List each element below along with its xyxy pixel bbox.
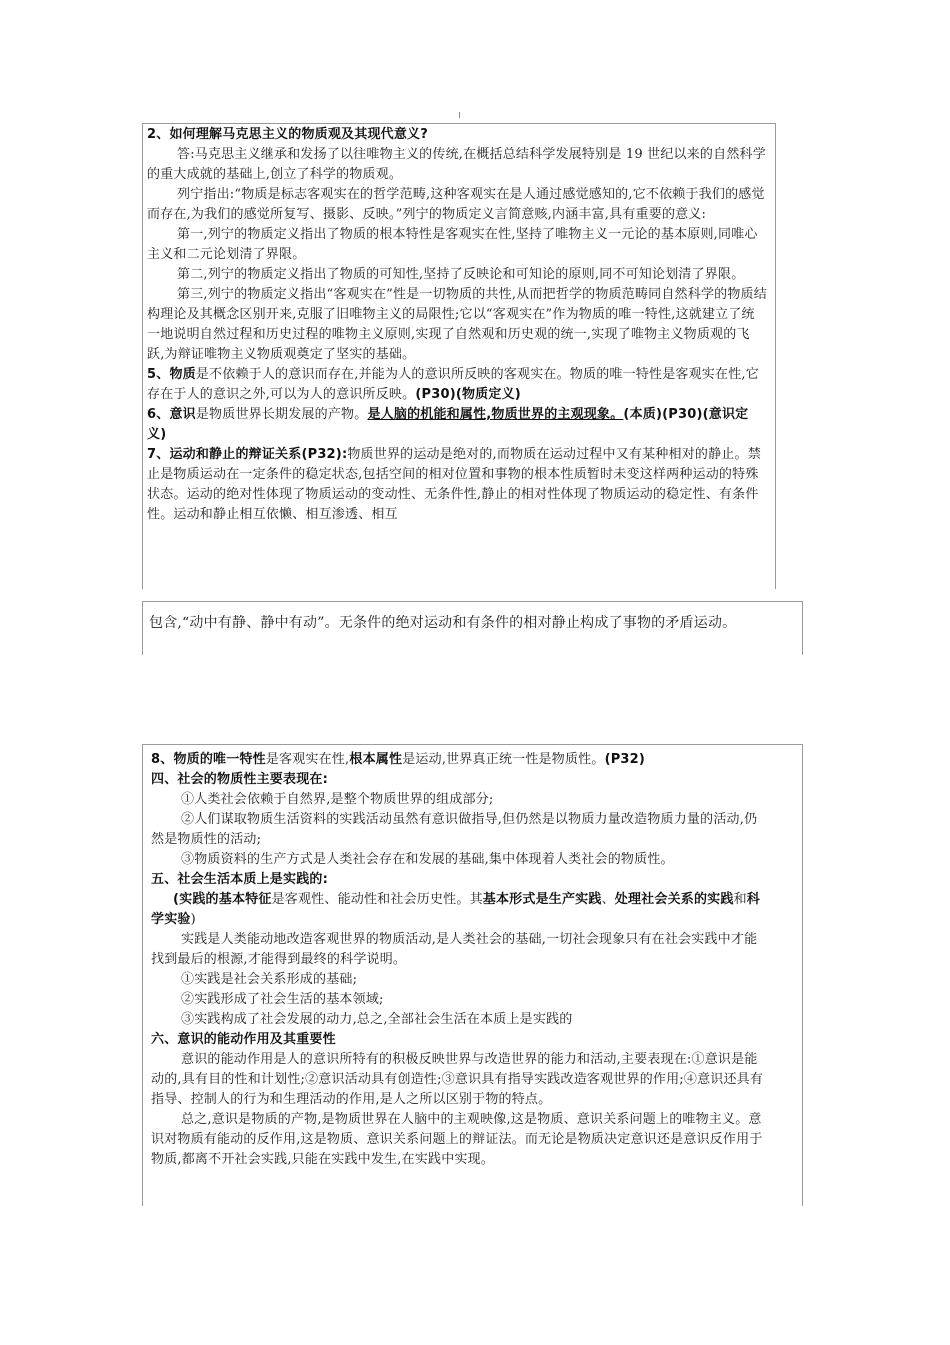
section-6-paragraph-2: 总之,意识是物质的产物,是物质世界在人脑中的主观映像,这是物质、意识关系问题上的唯物主义。意识对物质有能动的反作用,这是物质、意识关系问题上的辩证法。而无论是物质决定意识还是意识反作用于物质,都离不开社会实践,只能在实践中发生,在实践中实现。 [151,1112,763,1167]
lenin-definition: 列宁指出:“物质是标志客观实在的哲学范畴,这种客观实在是人通过感觉感知的,它不依赖于我们的感觉而存在,为我们的感觉所复写、摄影、反映。”列宁的物质定义言简意赅,内涵丰富,具有重要的意义: [147,187,765,222]
section-4-point-1: ①人类社会依赖于自然界,是整个物质世界的组成部分; [181,792,494,807]
item-7-label: 7、运动和静止的辩证关系(P32): [147,447,348,462]
s5-part-b: 基本特征 [218,892,272,907]
item-5-label: 5、物质 [147,367,196,382]
section-4-point-2: ②人们谋取物质生活资料的实践活动虽然有意识做指导,但仍然是以物质力量改造物质力量的活动,仍然是物质性的活动; [151,812,758,847]
section-6-title: 六、意识的能动作用及其重要性 [151,1032,336,1047]
section-6-paragraph-1: 意识的能动作用是人的意识所特有的积极反映世界与改造世界的能力和活动,主要表现在:①意识是能动的,具有目的性和计划性;②意识活动具有创造性;③意识具有指导实践改造客观世界的作用;④意识还具有指导、控制人的行为和生理活动的作用,是人之所以区别于物的特点。 [151,1052,764,1107]
section-5-practice-features [151,890,768,930]
s5-part-d: 基本形式是生产实践 [482,892,602,907]
content-block-2 [142,601,803,655]
item-7-text: 物质世界的运动是绝对的,而物质在运动过程中又有某种相对的静止。禁止是物质运动在一定条件的稳定状态,包括空间的相对位置和事物的根本性质暂时未变这样两种运动的特殊状态。运动的绝对性体现了物质运动的变动性、无条件性,静止的相对性体现了物质运动的稳定性、有条件性。运动和静止相互依懒、相互渗透、相互 [147,447,761,522]
item-5-ref: (P30)(物质定义) [415,387,521,402]
point-first: 第一,列宁的物质定义指出了物质的根本特性是客观实在性,坚持了唯物主义一元论的基本原则,同唯心主义和二元论划清了界限。 [147,227,758,262]
s5-part-a: (实践的 [173,892,219,907]
s5-part-c: 是客观性、能动性和社会历史性。其 [271,892,483,907]
question-title: 2、如何理解马克思主义的物质观及其现代意义? [147,127,428,142]
s5-part-e: 、 [601,892,615,907]
point-third: 第三,列宁的物质定义指出“客观实在”性是一切物质的共性,从而把哲学的物质范畴同自然科学的物质结构理论及其概念区别开来,克服了旧唯物主义的局限性;它以“客观实在”作为物质的唯一特性,这就建立了统一地说明自然过程和历史过程的唯物主义原则,实现了自然观和历史观的统一,实现了唯物主义物质观的飞跃,为辩证唯物主义物质观奠定了坚实的基础。 [147,287,767,362]
item-8-ref: (P32) [604,752,646,767]
item-8-b: 根本属性 [349,752,403,767]
section-4-point-3: ③物质资料的生产方式是人类社会存在和发展的基础,集中体现着人类社会的物质性。 [181,852,674,867]
section-4-title: 四、社会的物质性主要表现在: [151,772,328,787]
item-6-bold: 是人脑的机能和属性,物质世界的主观现象。 [367,407,624,422]
section-5-point-2: ②实践形成了社会生活的基本领域; [181,992,384,1007]
item-6-text: 是物质世界长期发展的产物。 [195,407,368,422]
point-second: 第二,列宁的物质定义指出了物质的可知性,坚持了反映论和可知论的原则,同不可知论划清了界限。 [177,267,745,282]
item-6 [147,405,767,445]
answer-intro: 答:马克思主义继承和发扬了以往唯物主义的传统,在概括总结科学发展特别是 19 世纪以来的自然科学的重大成就的基础上,创立了科学的物质观。 [147,147,766,182]
content-block-1 [142,123,776,589]
item-8-c: 是运动,世界真正统一性是物质性。 [402,752,605,767]
continuation-text: 包含,“动中有静、静中有动”。无条件的绝对运动和有条件的相对静止构成了事物的矛盾运动。 [149,615,737,631]
item-5-text: 是不依赖于人的意识而存在,并能为人的意识所反映的客观实在。物质的唯一特性是客观实在性,它存在于人的意识之外,可以为人的意识所反映。 [147,367,759,402]
s5-part-i: ) [190,912,196,927]
section-5-paragraph: 实践是人类能动地改造客观世界的物质活动,是人类社会的基础,一切社会现象只有在社会实践中才能找到最后的根源,才能得到最终的科学说明。 [151,932,758,967]
item-8-label: 8、物质的唯一特性 [151,752,266,767]
section-5-title: 五、社会生活本质上是实践的: [151,872,328,887]
item-7 [147,445,767,525]
content-block-3 [142,744,803,1206]
scan-mark [459,112,464,118]
s5-part-f: 处理社会关系的实践 [614,892,734,907]
item-6-ref: (本质)(P30)(意识定义) [147,407,749,442]
item-5 [147,365,767,405]
s5-part-g: 和 [733,892,747,907]
item-8-a: 是客观实在性, [265,752,350,767]
item-8 [151,750,768,770]
item-6-label: 6、意识 [147,407,196,422]
section-5-point-3: ③实践构成了社会发展的动力,总之,全部社会生活在本质上是实践的 [181,1012,573,1027]
section-5-point-1: ①实践是社会关系形成的基础; [181,972,358,987]
s5-part-h: 科学实验 [151,892,760,927]
